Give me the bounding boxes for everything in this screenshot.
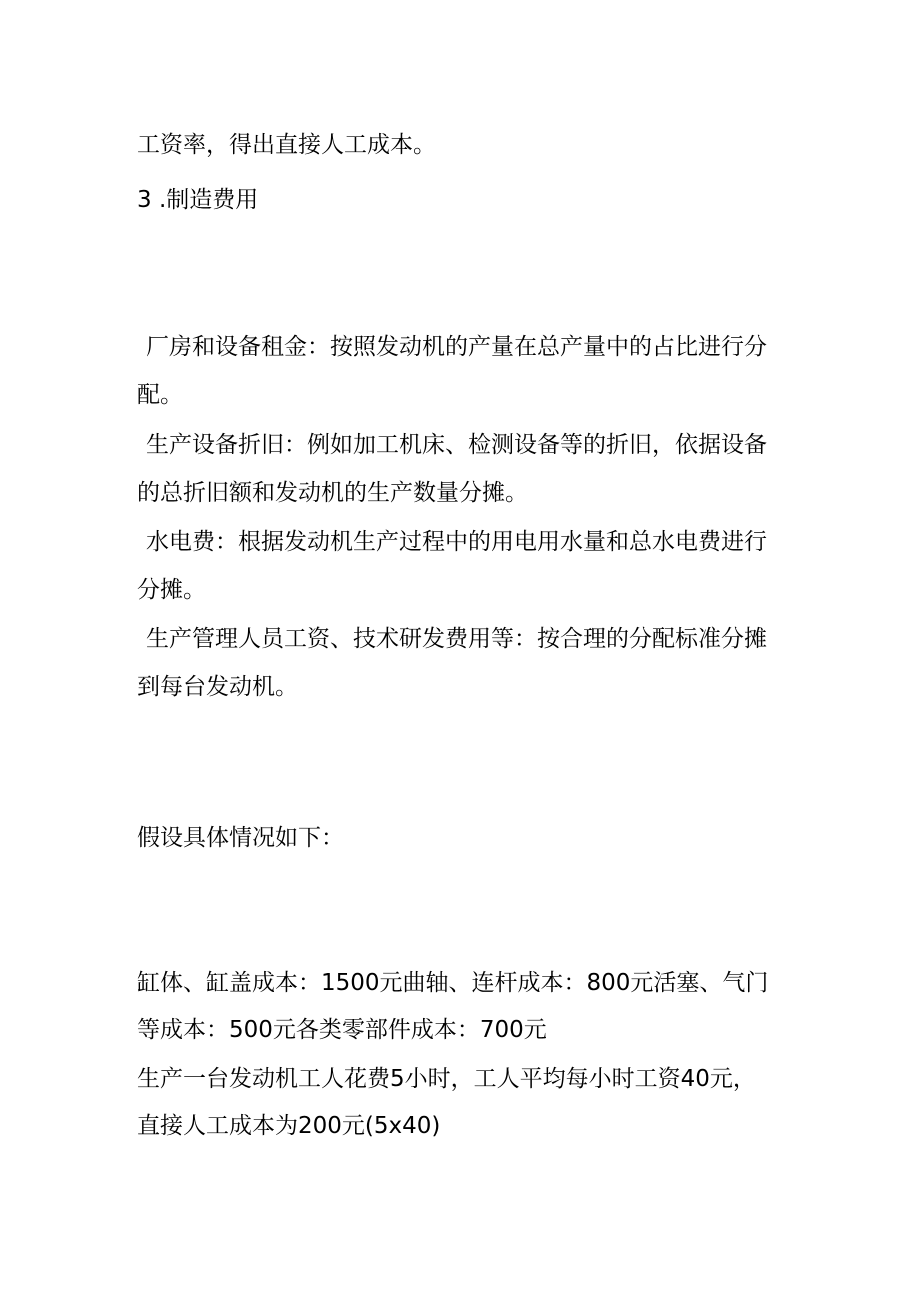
- text-line-rent-cont: 配。: [137, 382, 183, 408]
- text-line-labor: 生产一台发动机工人花费5小时，工人平均每小时工资40元，: [137, 1066, 756, 1092]
- text-line-utilities-cont: 分摊。: [137, 577, 206, 603]
- section-heading-manufacturing-overhead: 3 .制造费用: [137, 187, 259, 213]
- text-line-depreciation: 生产设备折旧：例如加工机床、检测设备等的折旧，依据设备: [146, 432, 767, 458]
- text-line-rent: 厂房和设备租金：按照发动机的产量在总产量中的占比进行分: [146, 334, 767, 360]
- text-line-material-costs-cont: 等成本：500元各类零部件成本：700元: [137, 1017, 547, 1043]
- text-line-management: 生产管理人员工资、技术研发费用等：按合理的分配标准分摊: [146, 626, 767, 652]
- text-line-assumptions: 假设具体情况如下：: [137, 825, 344, 851]
- text-line-labor-cont: 直接人工成本为200元(5x40): [137, 1113, 441, 1139]
- text-line-management-cont: 到每台发动机。: [137, 674, 298, 700]
- text-line-depreciation-cont: 的总折旧额和发动机的生产数量分摊。: [137, 480, 528, 506]
- text-line-utilities: 水电费：根据发动机生产过程中的用电用水量和总水电费进行: [146, 529, 767, 555]
- text-line-1: 工资率，得出直接人工成本。: [137, 132, 436, 158]
- text-line-material-costs: 缸体、缸盖成本：1500元曲轴、连杆成本：800元活塞、气门: [137, 970, 769, 996]
